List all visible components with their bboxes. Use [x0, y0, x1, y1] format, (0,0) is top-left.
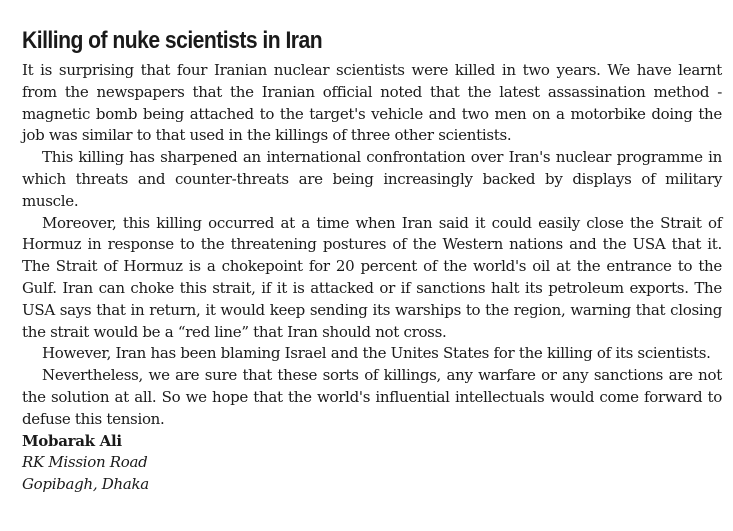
paragraph-5: Nevertheless, we are sure that these sorts of killings, any warfare or any sanctions are not the solution at all. So we hope that the world's influential intellectuals would come forward to defuse this tension.	[22, 366, 722, 428]
headline: Killing of nuke scientists in Iran	[22, 27, 323, 54]
paragraph-4: However, Iran has been blaming Israel and the Unites States for the killing of its scientists.	[42, 344, 711, 363]
signature-address-line-1: RK Mission Road	[22, 453, 148, 472]
paragraph-2: This killing has sharpened an international confrontation over Iran's nuclear programme in which threats and counter-threats are being increasingly backed by displays of military muscle.	[22, 148, 722, 210]
letter-to-editor	[22, 26, 722, 496]
letter-body	[22, 60, 722, 431]
signature-name: Mobarak Ali	[22, 431, 122, 450]
paragraph-1: It is surprising that four Iranian nuclear scientists were killed in two years. We have learnt from the newspapers that the Iranian official noted that the latest assassination method - magnetic bomb being attached to the target's vehicle and two men on a motorbike doing the job was similar to that used in the killings of three other scientists.	[22, 61, 722, 145]
signature-block	[22, 431, 722, 496]
signature-address-line-2: Gopibagh, Dhaka	[22, 475, 149, 494]
paragraph-3: Moreover, this killing occurred at a time when Iran said it could easily close the Strait of Hormuz in response to the threatening postures of the Western nations and the USA that it. The Strait of Hormuz is a chokepoint for 20 percent of the world's oil at the entrance to the Gulf. Iran can choke this strait, if it is attacked or if sanctions halt its petroleum exports. The USA says that in return, it would keep sending its warships to the region, warning that closing the strait would be a “red line” that Iran should not cross.	[22, 213, 722, 341]
